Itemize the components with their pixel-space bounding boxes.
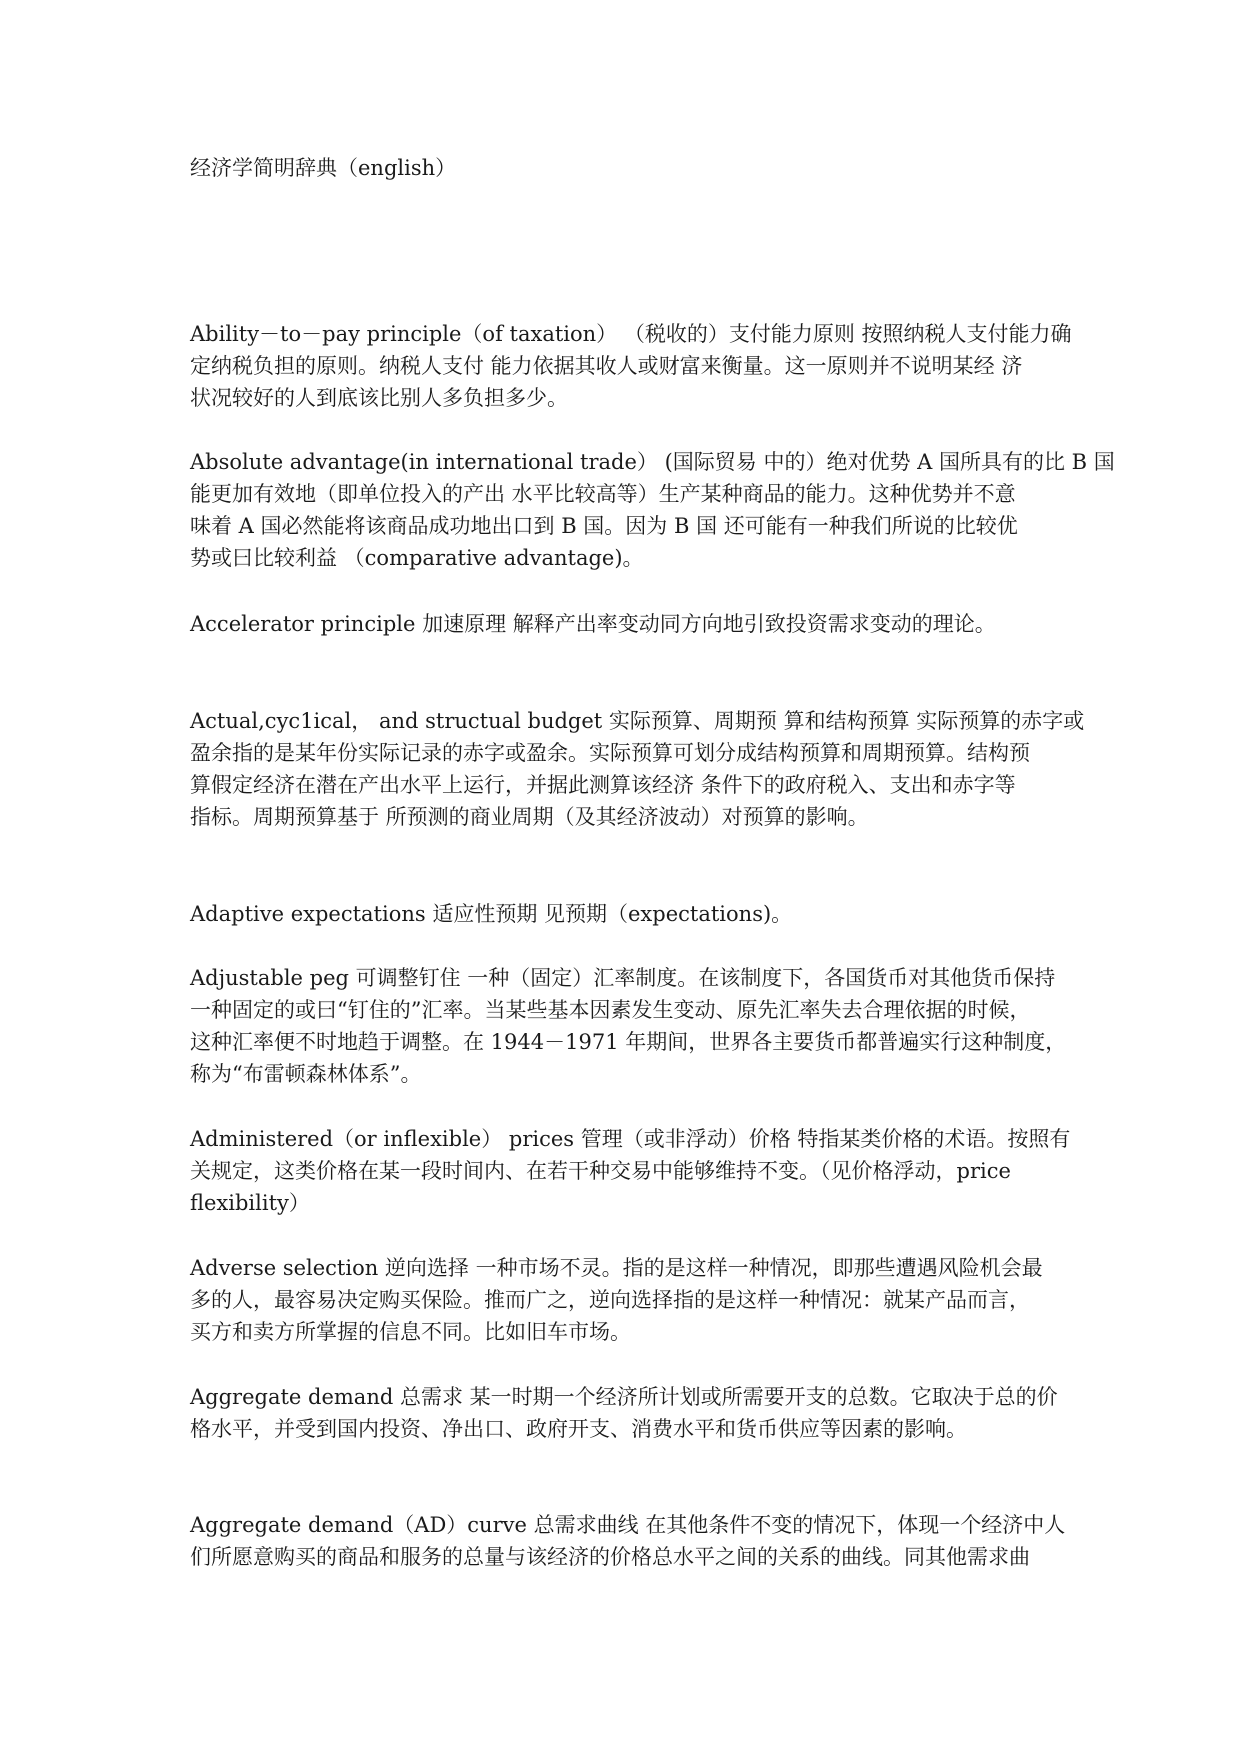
entry-line: 们所愿意购买的商品和服务的总量与该经济的价格总水平之间的关系的曲线。同其他需求曲 xyxy=(190,1545,1030,1569)
entry-adjustable-peg xyxy=(190,962,1070,1090)
entry-line: 格水平，并受到国内投资、净出口、政府开支、消费水平和货币供应等因素的影响。 xyxy=(190,1417,967,1441)
entry-adaptive-expectations xyxy=(190,898,1070,930)
entry-line: 定纳税负担的原则。纳税人支付 能力依据其收人或财富来衡量。这一原则并不说明某经 济 xyxy=(190,354,1023,378)
entry-line: Accelerator principle 加速原理 解释产出率变动同方向地引致投资需求变动的理论。 xyxy=(190,612,996,636)
entry-line: 状况较好的人到底该比别人多负担多少。 xyxy=(190,386,568,410)
entry-line: 买方和卖方所掌握的信息不同。比如旧车市场。 xyxy=(190,1320,631,1344)
entry-line: Administered（or inflexible） prices 管理（或非浮动）价格 特指某类价格的术语。按照有 xyxy=(190,1127,1071,1151)
entry-aggregate-demand xyxy=(190,1381,1070,1445)
entry-line: 盈余指的是某年份实际记录的赤字或盈余。实际预算可划分成结构预算和周期预算。结构预 xyxy=(190,741,1030,765)
entry-line: 这种汇率便不时地趋于调整。在 1944－1971 年期间，世界各主要货币都普遍实行这种制度， xyxy=(190,1030,1067,1054)
entry-line: Aggregate demand（AD）curve 总需求曲线 在其他条件不变的情况下，体现一个经济中人 xyxy=(190,1513,1066,1537)
entry-line: flexibility） xyxy=(190,1191,310,1215)
entry-line: 关规定，这类价格在某一段时间内、在若干种交易中能够维持不变。（见价格浮动，price xyxy=(190,1159,1011,1183)
entry-line: Adverse selection 逆向选择 一种市场不灵。指的是这样一种情况，即那些遭遇风险机会最 xyxy=(190,1256,1043,1280)
entry-line: Absolute advantage(in international trade） (国际贸易 中的）绝对优势 A 国所具有的比 B 国 xyxy=(190,450,1115,474)
entry-line: 势或曰比较利益 （comparative advantage)。 xyxy=(190,546,644,570)
entry-line: 味着 A 国必然能将该商品成功地出口到 B 国。因为 B 国 还可能有一种我们所说的比较优 xyxy=(190,514,1018,538)
entry-line: 算假定经济在潜在产出水平上运行，并据此测算该经济 条件下的政府税入、支出和赤字等 xyxy=(190,773,1016,797)
entry-aggregate-demand-curve xyxy=(190,1509,1070,1573)
entry-accelerator-principle xyxy=(190,608,1070,640)
entry-line: 一种固定的或曰“钉住的”汇率。当某些基本因素发生变动、原先汇率失去合理依据的时候， xyxy=(190,998,1031,1022)
entry-ability-to-pay xyxy=(190,318,1070,414)
entry-line: Actual,cyc1ical， and structual budget 实际预算、周期预 算和结构预算 实际预算的赤字或 xyxy=(190,709,1085,733)
entry-absolute-advantage xyxy=(190,446,1115,574)
entry-budget xyxy=(190,705,1085,833)
entry-line: 指标。周期预算基于 所预测的商业周期（及其经济波动）对预算的影响。 xyxy=(190,805,869,829)
entry-line: 能更加有效地（即单位投入的产出 水平比较高等）生产某种商品的能力。这种优势并不意 xyxy=(190,482,1016,506)
entry-line: 多的人，最容易决定购买保险。推而广之，逆向选择指的是这样一种情况：就某产品而言， xyxy=(190,1288,1030,1312)
entry-administered-prices xyxy=(190,1123,1070,1219)
entry-line: Aggregate demand 总需求 某一时期一个经济所计划或所需要开支的总数。它取决于总的价 xyxy=(190,1385,1058,1409)
entry-line: 称为“布雷顿森林体系”。 xyxy=(190,1062,422,1086)
entry-line: Adjustable peg 可调整钉住 一种（固定）汇率制度。在该制度下，各国货币对其他货币保持 xyxy=(190,966,1056,990)
entry-line: Adaptive expectations 适应性预期 见预期（expectations)。 xyxy=(190,902,793,926)
entry-line: Ability－to－pay principle（of taxation） （税收的）支付能力原则 按照纳税人支付能力确 xyxy=(190,322,1072,346)
entry-adverse-selection xyxy=(190,1252,1070,1348)
document-title: 经济学简明辞典（english） xyxy=(190,156,457,180)
